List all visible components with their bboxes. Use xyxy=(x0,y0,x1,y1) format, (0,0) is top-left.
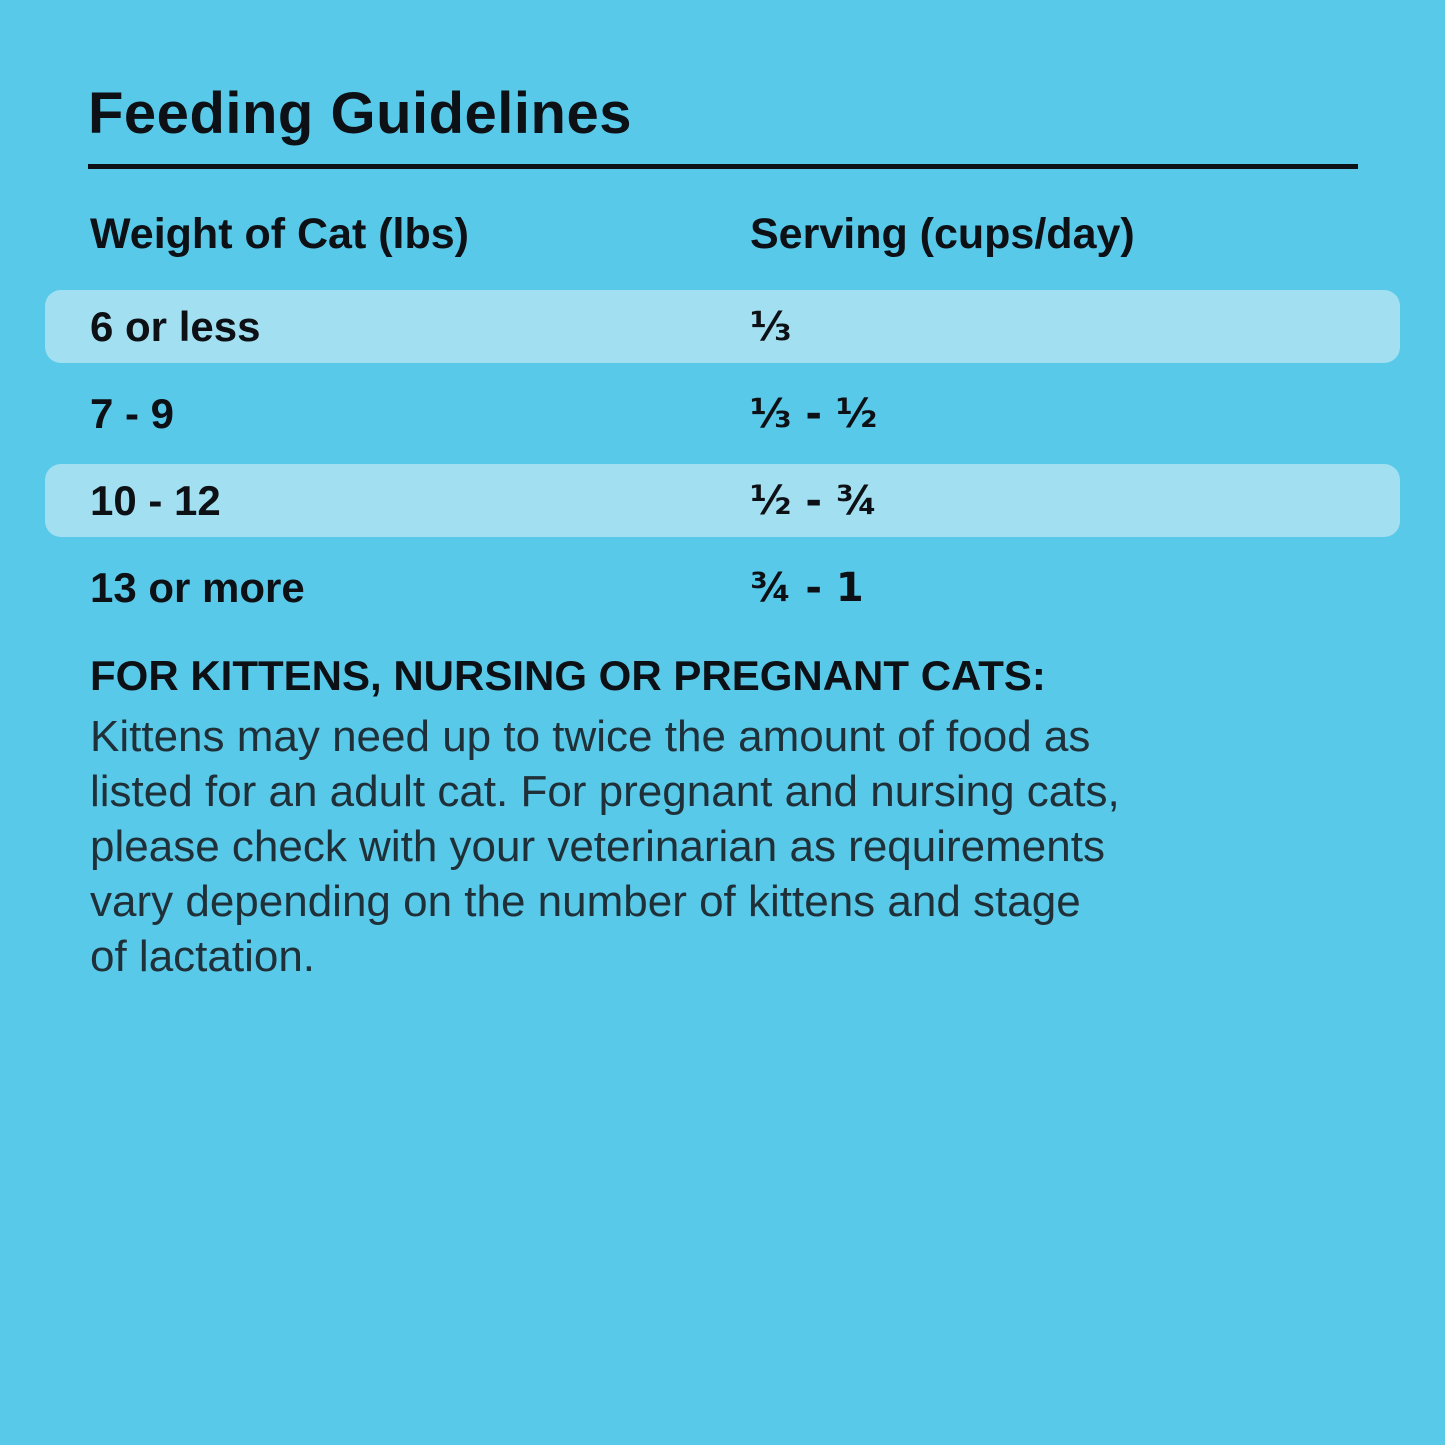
table-row xyxy=(45,290,1400,363)
title-underline xyxy=(88,164,1358,169)
column-header-weight: Weight of Cat (lbs) xyxy=(90,210,470,258)
table-row xyxy=(45,464,1400,537)
note-line: Kittens may need up to twice the amount of food as xyxy=(90,712,1091,761)
weight-value: 6 or less xyxy=(90,302,261,350)
note-line: please check with your veterinarian as requirements xyxy=(90,822,1105,871)
serving-value: ½ - ¾ xyxy=(750,477,878,524)
note-line: of lactation. xyxy=(90,932,316,981)
note-line: vary depending on the number of kittens and stage xyxy=(90,877,1081,926)
feeding-table xyxy=(45,290,1400,638)
serving-value: ⅓ - ½ xyxy=(750,390,878,437)
column-header-serving: Serving (cups/day) xyxy=(750,210,1135,258)
kitten-note-heading: FOR KITTENS, NURSING OR PREGNANT CATS: xyxy=(90,652,1046,699)
page-title: Feeding Guidelines xyxy=(88,81,632,146)
serving-value: ⅓ xyxy=(750,303,792,350)
weight-value: 10 - 12 xyxy=(90,476,221,524)
weight-value: 13 or more xyxy=(90,563,305,611)
serving-value: ¾ - 1 xyxy=(750,564,864,611)
kitten-note xyxy=(90,652,1390,984)
weight-value: 7 - 9 xyxy=(90,389,175,437)
kitten-note-body xyxy=(90,709,1390,984)
table-row xyxy=(45,551,1400,624)
note-line: listed for an adult cat. For pregnant and nursing cats, xyxy=(90,767,1120,816)
table-header-row xyxy=(0,210,1445,263)
table-row xyxy=(45,377,1400,450)
